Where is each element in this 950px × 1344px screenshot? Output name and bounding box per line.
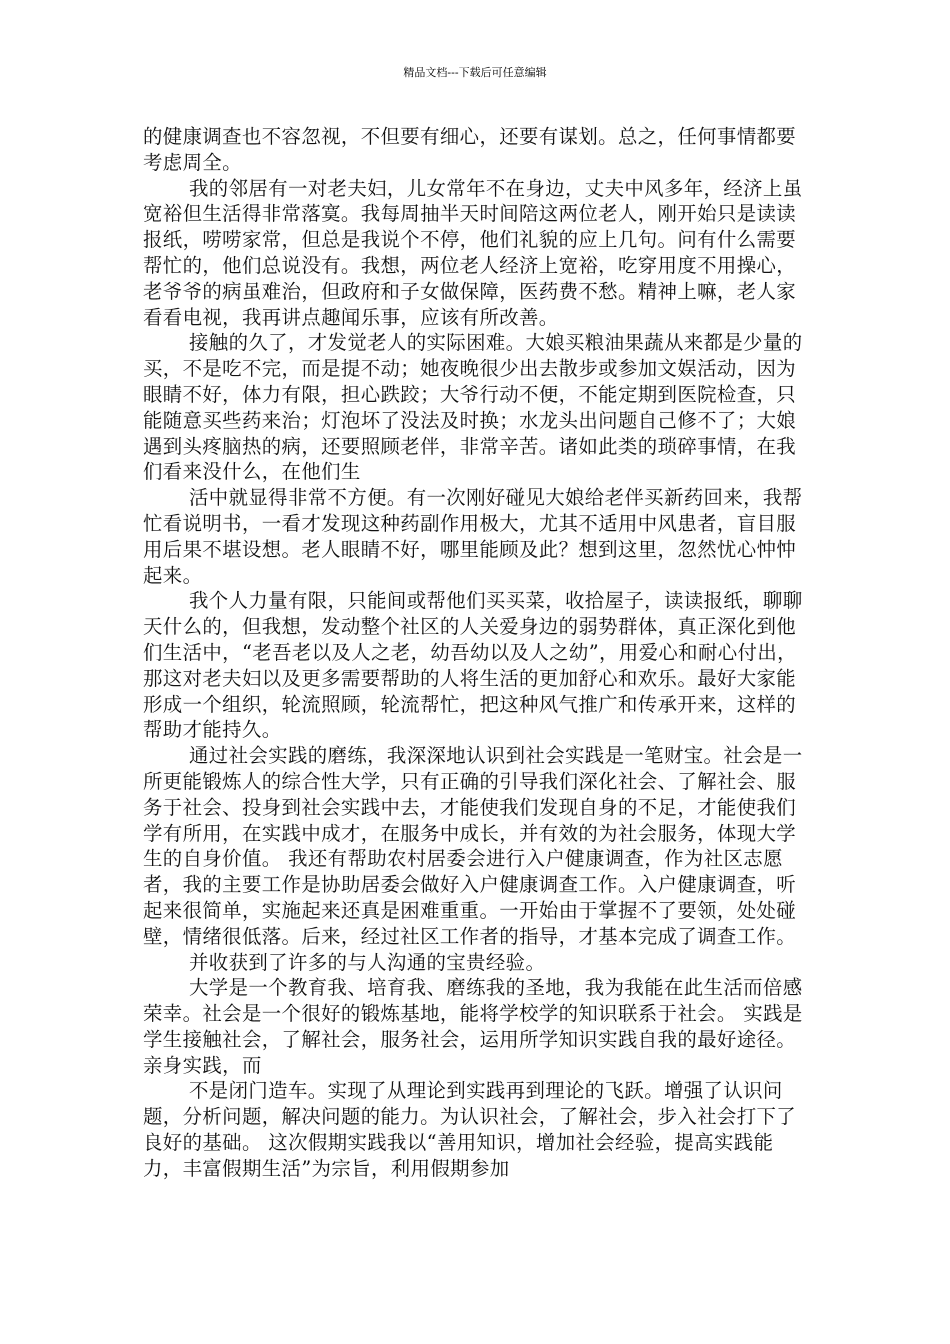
paragraph: 并收获到了许多的与人沟通的宝贵经验。	[189, 950, 546, 974]
paragraph: 接触的久了，才发觉老人的实际困难。大娘买粮油果蔬从来都是少量的买，不是吃不完，而是提不动；她夜晚很少出去散步或参加文娱活动，因为眼睛不好，体力有限，担心跌跤；大爷行动不便，不能定期到医院检查，只能随意买些药来治；灯泡坏了没法及时换；水龙头出问题自己修不了；大娘遇到头疼脑热的病，还要照顾老伴，非常辛苦。诸如此类的琐碎事情，在我们看来没什么，在他们生	[143, 331, 803, 484]
paragraph: 的健康调查也不容忽视，不但要有细心，还要有谋划。总之，任何事情都要考虑周全。	[143, 125, 797, 174]
page-header: 精品文档---下载后可任意编辑	[403, 66, 547, 79]
paragraph: 我个人力量有限，只能间或帮他们买买菜，收拾屋子，读读报纸，聊聊天什么的，但我想，发动整个社区的人关爱身边的弱势群体，真正深化到他们生活中，“老吾老以及人之老，幼吾幼以及人之幼”，用爱心和耐心付出，那这对老夫妇以及更多需要帮助的人将生活的更加舒心和欢乐。最好大家能形成一个组织，轮流照顾，轮流帮忙，把这种风气推广和传承开来，这样的帮助才能持久。	[143, 589, 803, 742]
paragraph: 大学是一个教育我、培育我、磨练我的圣地，我为我能在此生活而倍感荣幸。社会是一个很好的锻炼基地，能将学校学的知识联系于社会。 实践是学生接触社会，了解社会，服务社会，运用所学知识实践自我的最好途径。亲身实践，而	[143, 976, 803, 1077]
paragraph: 活中就显得非常不方便。有一次刚好碰见大娘给老伴买新药回来，我帮忙看说明书，一看才发现这种药副作用极大，尤其不适用中风患者，盲目服用后果不堪设想。老人眼睛不好，哪里能顾及此？想到这里，忽然忧心忡忡起来。	[143, 486, 803, 587]
document-body	[143, 124, 811, 1182]
paragraph: 我的邻居有一对老夫妇，儿女常年不在身边，丈夫中风多年，经济上虽宽裕但生活得非常落寞。我每周抽半天时间陪这两位老人，刚开始只是读读报纸，唠唠家常，但总是我说个不停，他们礼貌的应上几句。问有什么需要帮忙的，他们总说没有。我想，两位老人经济上宽裕，吃穿用度不用操心，老爷爷的病虽难治，但政府和子女做保障，医药费不愁。精神上嘛，老人家看看电视，我再讲点趣闻乐事，应该有所改善。	[143, 176, 803, 329]
paragraph: 通过社会实践的磨练，我深深地认识到社会实践是一笔财宝。社会是一所更能锻炼人的综合性大学，只有正确的引导我们深化社会、了解社会、服务于社会、投身到社会实践中去，才能使我们发现自身的不足，才能使我们学有所用，在实践中成才，在服务中成长，并有效的为社会服务，体现大学生的自身价值。 我还有帮助农村居委会进行入户健康调查，作为社区志愿者，我的主要工作是协助居委会做好入户健康调查工作。入户健康调查，听起来很简单，实施起来还真是困难重重。一开始由于掌握不了要领，处处碰壁，情绪很低落。后来，经过社区工作者的指导，才基本完成了调查工作。	[143, 744, 803, 948]
paragraph: 不是闭门造车。实现了从理论到实践再到理论的飞跃。增强了认识问题，分析问题，解决问题的能力。为认识社会，了解社会，步入社会打下了良好的基础。 这次假期实践我以“善用知识，增加社会经验，提高实践能力，丰富假期生活”为宗旨，利用假期参加	[143, 1079, 797, 1180]
